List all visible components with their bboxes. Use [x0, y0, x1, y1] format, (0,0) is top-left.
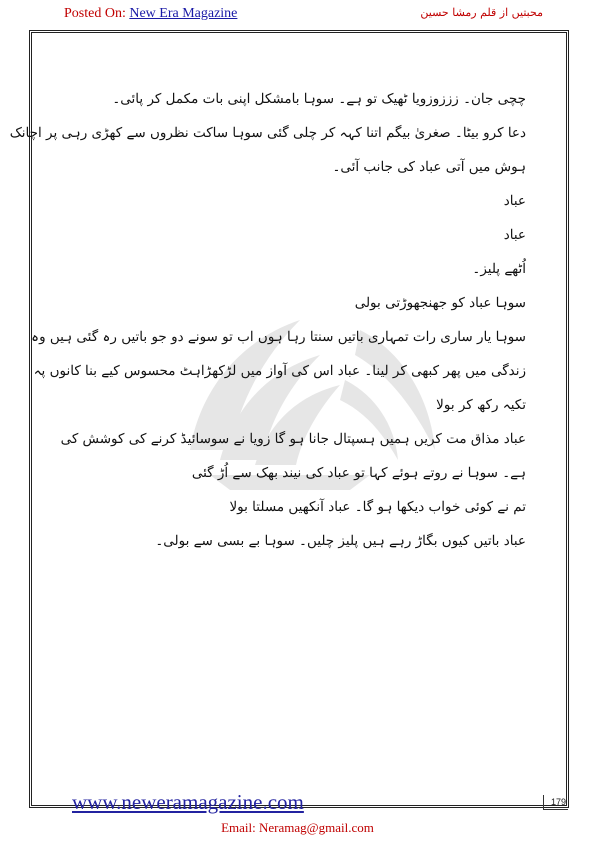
body-line: ہوش میں آتی عباد کی جانب آئی۔ [332, 159, 526, 175]
footer-email: Email: Neramag@gmail.com [221, 820, 374, 835]
body-line: سوہا یار ساری رات تمہاری باتیں سنتا رہا ہوں اب تو سونے دو جو باتیں رہ گئی ہیں وہ [31, 329, 526, 345]
body-line: دعا کرو بیٹا۔ صغریٰ بیگم اتنا کہہ کر چلی گئی سوہا ساکت نظروں سے کھڑی رہی پر اچانک [9, 125, 526, 141]
body-line: ہے۔ سوہا نے روتے ہوئے کہا تو عباد کی نیند بھک سے اُڑ گئی [191, 465, 526, 481]
posted-on-header [64, 6, 237, 22]
magazine-link[interactable]: New Era Magazine [129, 6, 238, 21]
body-line: چچی جان۔ زززوزویا ٹھیک تو ہے۔ سوہا بامشکل اپنی بات مکمل کر پائی۔ [112, 91, 526, 107]
story-body [9, 82, 526, 558]
body-line: سوہا عباد کو جھنجھوڑتی بولی [354, 295, 526, 311]
body-line: عباد مذاق مت کریں ہمیں ہسپتال جانا ہو گا زویا نے سوسائیڈ کرنے کی کوشش کی [60, 431, 526, 447]
body-line: عباد [503, 193, 526, 209]
story-credit: محبتیں از قلم رمشا حسین [420, 6, 543, 19]
website-link[interactable]: www.neweramagazine.com [72, 790, 304, 814]
body-line: زندگی میں پھر کبھی کر لینا۔ عباد اس کی آواز میں لڑکھڑاہٹ محسوس کیے بنا کانوں پہ [33, 363, 526, 379]
body-line: تم نے کوئی خواب دیکھا ہو گا۔ عباد آنکھیں مسلتا بولا [229, 499, 526, 515]
body-line: تکیہ رکھ کر بولا [436, 397, 526, 413]
page-number: 179 [543, 795, 568, 810]
body-line: عباد [503, 227, 526, 243]
posted-on-label: Posted On: [64, 6, 126, 21]
body-line: عباد باتیں کیوں بگاڑ رہے ہیں پلیز چلیں۔ سوہا بے بسی سے بولی۔ [155, 533, 526, 549]
body-line: اُٹھے پلیز۔ [472, 261, 526, 277]
